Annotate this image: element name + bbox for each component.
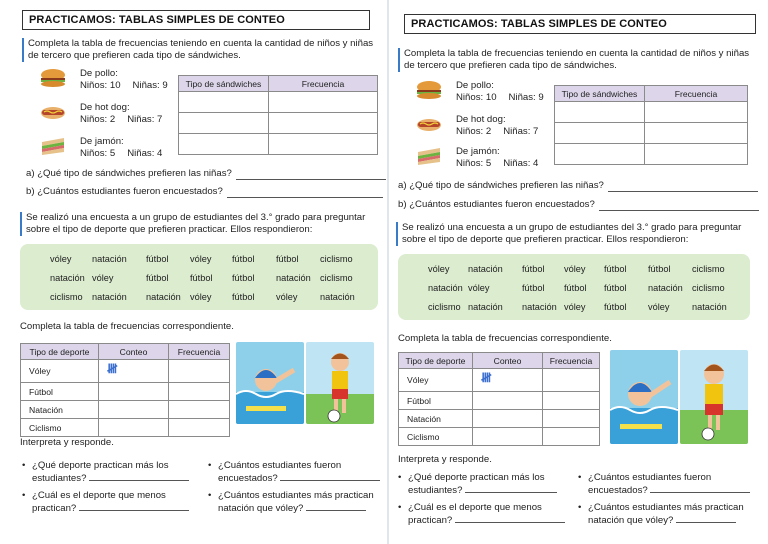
bullet-text: practican? bbox=[408, 515, 453, 526]
sport-answer: fútbol bbox=[604, 302, 627, 312]
sport-answer: fútbol bbox=[564, 283, 587, 293]
instruction-line-2: de tercero que prefieren cada tipo de sándwiches. bbox=[28, 50, 241, 61]
sport-answer: fútbol bbox=[522, 283, 545, 293]
bullet-dot: • bbox=[208, 460, 212, 471]
answer-line[interactable] bbox=[465, 484, 557, 493]
table-header: Frecuencia bbox=[169, 344, 230, 360]
answer-line[interactable] bbox=[306, 502, 366, 511]
table-cell[interactable] bbox=[645, 102, 748, 123]
table-cell[interactable] bbox=[543, 369, 600, 392]
row-label: Natación bbox=[399, 410, 473, 428]
soccer-illustration bbox=[306, 342, 374, 424]
sport-answer: fútbol bbox=[190, 273, 213, 283]
table-cell[interactable] bbox=[179, 92, 269, 113]
sport-answer: fútbol bbox=[146, 254, 169, 264]
sports-answers-box bbox=[20, 244, 378, 310]
tally-cell[interactable] bbox=[99, 383, 169, 401]
question-bullet-3 bbox=[398, 502, 573, 527]
row-label: Ciclismo bbox=[399, 428, 473, 446]
sport-answer: natación bbox=[92, 254, 127, 264]
sandwich-name: De hot dog: bbox=[456, 114, 506, 125]
complete-instruction: Completa la tabla de frecuencias correspondiente. bbox=[20, 321, 234, 332]
ninas-count: Niñas: 4 bbox=[503, 158, 539, 169]
bullet-dot: • bbox=[578, 472, 582, 483]
sandwich-name: De jamón: bbox=[80, 136, 124, 147]
question-a bbox=[398, 180, 758, 192]
sandwich-item-pollo bbox=[416, 80, 556, 104]
sport-answer: fútbol bbox=[232, 273, 255, 283]
answer-line[interactable] bbox=[650, 484, 750, 493]
sandwich-name: De pollo: bbox=[80, 68, 118, 79]
sport-answer: ciclismo bbox=[428, 302, 461, 312]
tally-cell[interactable] bbox=[473, 369, 543, 392]
ninos-count: Niños: 10 bbox=[456, 92, 497, 103]
ninos-count: Niños: 2 bbox=[456, 126, 492, 137]
sandwich-icon bbox=[40, 136, 66, 156]
sport-answer: ciclismo bbox=[320, 273, 353, 283]
sports-frequency-table bbox=[398, 352, 600, 446]
bullet-text: encuestados? bbox=[588, 485, 648, 496]
table-cell[interactable] bbox=[543, 428, 600, 446]
answer-line[interactable] bbox=[89, 472, 189, 481]
question-bullet-2 bbox=[578, 472, 758, 497]
survey-line-1: Se realizó una encuesta a un grupo de estudiantes del 3.° grado para preguntar bbox=[26, 212, 366, 223]
instruction-sandwiches bbox=[22, 38, 373, 62]
sport-answer: fútbol bbox=[648, 264, 671, 274]
sandwich-frequency-table bbox=[178, 75, 378, 155]
burger-icon bbox=[416, 80, 442, 100]
table-cell[interactable] bbox=[169, 383, 230, 401]
answer-line[interactable] bbox=[608, 182, 758, 192]
row-label: Fútbol bbox=[21, 383, 99, 401]
table-cell[interactable] bbox=[645, 144, 748, 165]
sport-answer: vóley bbox=[190, 254, 212, 264]
sport-answer: fútbol bbox=[604, 283, 627, 293]
sport-answer: natación bbox=[50, 273, 85, 283]
sport-answer: fútbol bbox=[232, 254, 255, 264]
sandwich-frequency-table bbox=[554, 85, 748, 165]
bullet-dot: • bbox=[578, 502, 582, 513]
interpret-heading: Interpreta y responde. bbox=[398, 454, 492, 465]
tally-cell[interactable] bbox=[99, 419, 169, 437]
answer-line[interactable] bbox=[455, 514, 565, 523]
table-cell[interactable] bbox=[555, 123, 645, 144]
sport-answer: natación bbox=[468, 264, 503, 274]
table-cell[interactable] bbox=[169, 419, 230, 437]
question-bullet-1 bbox=[398, 472, 573, 497]
sandwich-item-jamon bbox=[40, 136, 174, 160]
question-bullet-3 bbox=[22, 490, 202, 515]
sandwich-icon bbox=[416, 146, 442, 166]
question-a bbox=[26, 168, 386, 180]
bullet-text: natación que vóley? bbox=[218, 503, 304, 514]
bullet-text: ¿Cuántos estudiantes fueron bbox=[588, 472, 712, 483]
instruction-sandwiches bbox=[398, 48, 749, 72]
sport-answer: natación bbox=[428, 283, 463, 293]
sandwich-item-hotdog bbox=[40, 102, 174, 126]
sport-answer: vóley bbox=[648, 302, 670, 312]
table-cell[interactable] bbox=[543, 392, 600, 410]
sport-answer: vóley bbox=[276, 292, 298, 302]
sport-answer: vóley bbox=[428, 264, 450, 274]
swimmer-illustration bbox=[610, 350, 678, 444]
row-label: Ciclismo bbox=[21, 419, 99, 437]
sport-answer: vóley bbox=[564, 302, 586, 312]
ninos-count: Niños: 10 bbox=[80, 80, 121, 91]
table-cell[interactable] bbox=[179, 134, 269, 155]
survey-line-1: Se realizó una encuesta a un grupo de estudiantes del 3.° grado para preguntar bbox=[402, 222, 742, 233]
bullet-text: ¿Cuál es el deporte que menos bbox=[32, 490, 166, 501]
sports-answers-box bbox=[398, 254, 750, 320]
hotdog-icon bbox=[416, 114, 442, 134]
survey-instruction bbox=[20, 212, 365, 236]
question-b bbox=[398, 199, 759, 211]
ninas-count: Niñas: 7 bbox=[127, 114, 163, 125]
sport-answer: natación bbox=[320, 292, 355, 302]
bullet-dot: • bbox=[22, 460, 26, 471]
sport-answer: natación bbox=[468, 302, 503, 312]
ninos-count: Niños: 5 bbox=[456, 158, 492, 169]
bullet-text: natación que vóley? bbox=[588, 515, 674, 526]
question-bullet-2 bbox=[208, 460, 383, 485]
sport-answer: ciclismo bbox=[692, 283, 725, 293]
sport-answer: fútbol bbox=[522, 264, 545, 274]
sandwich-item-hotdog bbox=[416, 114, 550, 138]
question-text: a) ¿Qué tipo de sándwiches prefieren las niñas? bbox=[398, 180, 604, 191]
sport-answer: ciclismo bbox=[320, 254, 353, 264]
sport-answer: fútbol bbox=[276, 254, 299, 264]
sport-answer: vóley bbox=[92, 273, 114, 283]
table-cell[interactable] bbox=[555, 102, 645, 123]
question-bullet-4 bbox=[578, 502, 758, 527]
survey-line-2: sobre el tipo de deporte que prefieren practicar. Ellos respondieron: bbox=[402, 234, 689, 245]
answer-line[interactable] bbox=[280, 472, 380, 481]
hotdog-icon bbox=[40, 102, 66, 122]
complete-instruction: Completa la tabla de frecuencias correspondiente. bbox=[398, 333, 612, 344]
sport-answer: vóley bbox=[50, 254, 72, 264]
bullet-text: ¿Cuántos estudiantes más practican bbox=[588, 502, 744, 513]
table-cell[interactable] bbox=[169, 401, 230, 419]
question-bullet-1 bbox=[22, 460, 202, 485]
row-label: Vóley bbox=[399, 369, 473, 392]
tally-mark: 𝍸 bbox=[107, 362, 116, 377]
bullet-text: ¿Cuál es el deporte que menos bbox=[408, 502, 542, 513]
answer-line[interactable] bbox=[227, 188, 383, 198]
sport-answer: natación bbox=[146, 292, 181, 302]
table-header: Tipo de sándwiches bbox=[555, 86, 645, 102]
sport-answer: ciclismo bbox=[50, 292, 83, 302]
bullet-text: ¿Cuántos estudiantes más practican bbox=[218, 490, 374, 501]
bullet-text: estudiantes? bbox=[32, 473, 87, 484]
sport-answer: vóley bbox=[564, 264, 586, 274]
row-label: Natación bbox=[21, 401, 99, 419]
page-divider bbox=[387, 0, 389, 544]
table-header: Conteo bbox=[99, 344, 169, 360]
tally-cell[interactable] bbox=[99, 401, 169, 419]
question-text: b) ¿Cuántos estudiantes fueron encuestados? bbox=[398, 199, 595, 210]
table-cell[interactable] bbox=[543, 410, 600, 428]
answer-line[interactable] bbox=[236, 170, 386, 180]
worksheet-title: PRACTICAMOS: TABLAS SIMPLES DE CONTEO bbox=[22, 10, 370, 30]
sport-answer: natación bbox=[648, 283, 683, 293]
table-header: Conteo bbox=[473, 353, 543, 369]
bullet-dot: • bbox=[208, 490, 212, 501]
table-cell[interactable] bbox=[179, 113, 269, 134]
table-header: Frecuencia bbox=[269, 76, 378, 92]
survey-line-2: sobre el tipo de deporte que prefieren practicar. Ellos respondieron: bbox=[26, 224, 313, 235]
answer-line[interactable] bbox=[79, 502, 189, 511]
table-cell[interactable] bbox=[269, 113, 378, 134]
question-text: a) ¿Qué tipo de sándwiches prefieren las niñas? bbox=[26, 168, 232, 179]
survey-instruction bbox=[396, 222, 741, 246]
bullet-dot: • bbox=[398, 472, 402, 483]
sports-frequency-table bbox=[20, 343, 230, 437]
table-cell[interactable] bbox=[169, 360, 230, 383]
table-header: Frecuencia bbox=[645, 86, 748, 102]
sport-answer: fútbol bbox=[146, 273, 169, 283]
ninas-count: Niñas: 4 bbox=[127, 148, 163, 159]
ninas-count: Niñas: 9 bbox=[508, 92, 544, 103]
ninos-count: Niños: 5 bbox=[80, 148, 116, 159]
table-header: Frecuencia bbox=[543, 353, 600, 369]
table-header: Tipo de deporte bbox=[21, 344, 99, 360]
table-cell[interactable] bbox=[269, 134, 378, 155]
question-text: b) ¿Cuántos estudiantes fueron encuestados? bbox=[26, 186, 223, 197]
table-cell[interactable] bbox=[555, 144, 645, 165]
tally-mark: 𝍸 bbox=[481, 371, 490, 386]
row-label: Vóley bbox=[21, 360, 99, 383]
sport-answer: natación bbox=[92, 292, 127, 302]
bullet-text: practican? bbox=[32, 503, 77, 514]
bullet-text: ¿Qué deporte practican más los bbox=[408, 472, 545, 483]
table-cell[interactable] bbox=[269, 92, 378, 113]
ninos-count: Niños: 2 bbox=[80, 114, 116, 125]
sport-answer: fútbol bbox=[232, 292, 255, 302]
sandwich-name: De pollo: bbox=[456, 80, 494, 91]
soccer-illustration bbox=[680, 350, 748, 444]
instruction-line-1: Completa la tabla de frecuencias teniendo en cuenta la cantidad de niños y niñas bbox=[28, 38, 374, 49]
bullet-text: encuestados? bbox=[218, 473, 278, 484]
swimmer-illustration bbox=[236, 342, 304, 424]
question-bullet-4 bbox=[208, 490, 383, 515]
sport-answer: vóley bbox=[190, 292, 212, 302]
bullet-text: ¿Cuántos estudiantes fueron bbox=[218, 460, 342, 471]
sport-answer: ciclismo bbox=[692, 264, 725, 274]
table-cell[interactable] bbox=[645, 123, 748, 144]
instruction-line-2: de tercero que prefieren cada tipo de sándwiches. bbox=[404, 60, 617, 71]
sandwich-item-pollo bbox=[40, 68, 180, 92]
tally-cell[interactable] bbox=[99, 360, 169, 383]
worksheet-title: PRACTICAMOS: TABLAS SIMPLES DE CONTEO bbox=[404, 14, 756, 34]
answer-line[interactable] bbox=[599, 201, 759, 211]
sandwich-name: De hot dog: bbox=[80, 102, 130, 113]
sport-answer: fútbol bbox=[604, 264, 627, 274]
sandwich-name: De jamón: bbox=[456, 146, 500, 157]
answer-line[interactable] bbox=[676, 514, 736, 523]
table-header: Tipo de sándwiches bbox=[179, 76, 269, 92]
ninas-count: Niñas: 7 bbox=[503, 126, 539, 137]
instruction-line-1: Completa la tabla de frecuencias teniendo en cuenta la cantidad de niños y niñas bbox=[404, 48, 750, 59]
bullet-text: estudiantes? bbox=[408, 485, 463, 496]
bullet-dot: • bbox=[22, 490, 26, 501]
tally-cell[interactable] bbox=[473, 428, 543, 446]
sport-answer: vóley bbox=[468, 283, 490, 293]
tally-cell[interactable] bbox=[473, 410, 543, 428]
table-header: Tipo de deporte bbox=[399, 353, 473, 369]
tally-cell[interactable] bbox=[473, 392, 543, 410]
worksheet-right bbox=[390, 0, 768, 544]
row-label: Fútbol bbox=[399, 392, 473, 410]
burger-icon bbox=[40, 68, 66, 88]
bullet-dot: • bbox=[398, 502, 402, 513]
question-b bbox=[26, 186, 383, 198]
sport-answer: natación bbox=[692, 302, 727, 312]
bullet-text: ¿Qué deporte practican más los bbox=[32, 460, 169, 471]
interpret-heading: Interpreta y responde. bbox=[20, 437, 114, 448]
sandwich-item-jamon bbox=[416, 146, 550, 170]
sport-answer: natación bbox=[276, 273, 311, 283]
ninas-count: Niñas: 9 bbox=[132, 80, 168, 91]
sport-answer: natación bbox=[522, 302, 557, 312]
